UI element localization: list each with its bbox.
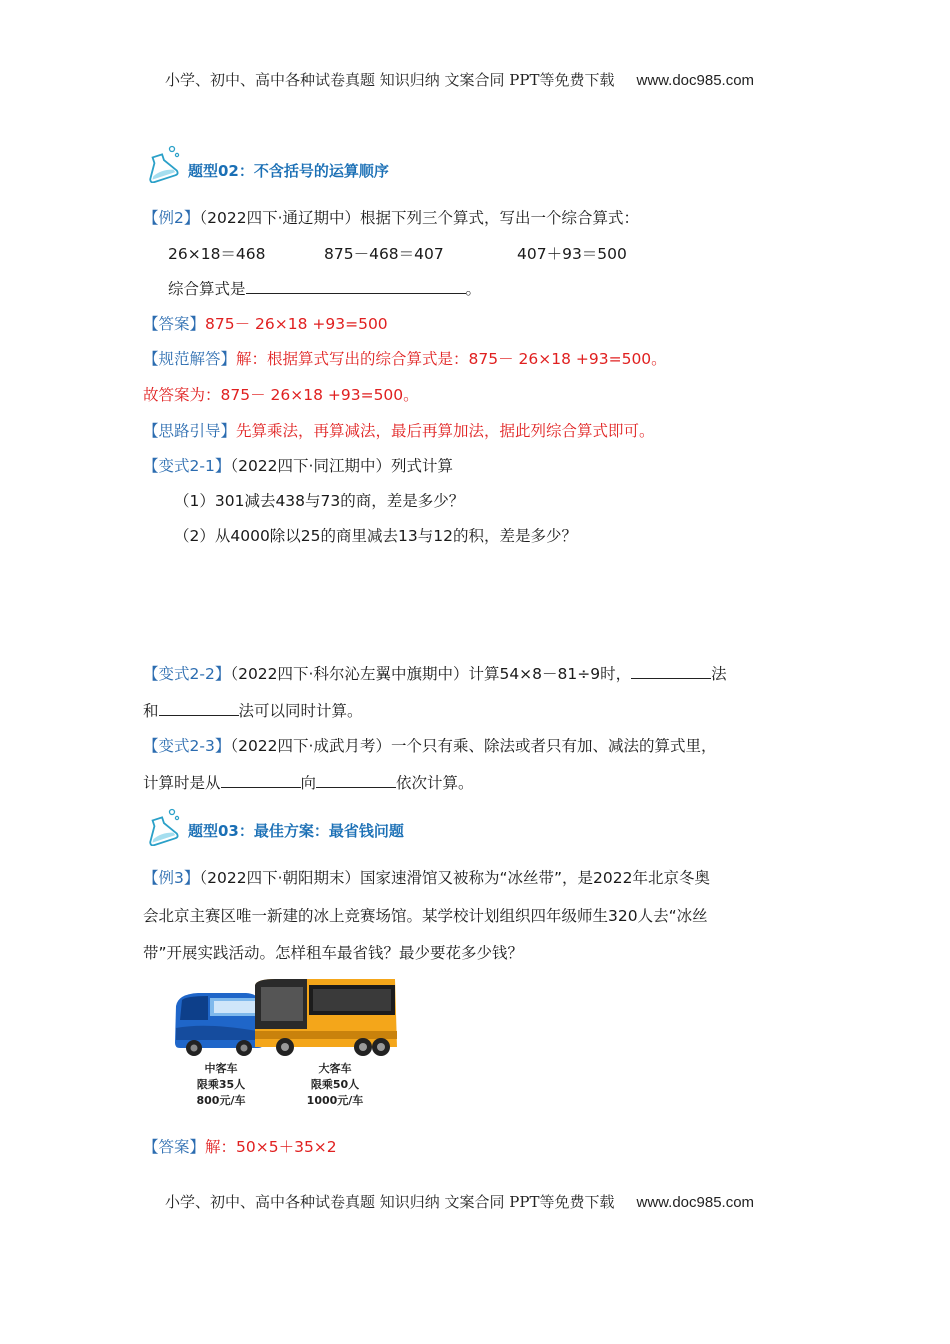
example-tag: 【例2】 (143, 209, 200, 227)
example-3-line2: 会北京主赛区唯一新建的冰上竞赛场馆。某学校计划组织四年级师生320人去“冰丝 (143, 907, 708, 925)
formula-2: 875－468＝407 (324, 245, 444, 263)
example-3-line1 (143, 866, 710, 888)
flask-icon (142, 806, 182, 850)
blank-1[interactable] (631, 664, 711, 679)
conclusion-line: 故答案为：875－ 26×18 +93=500。 (143, 386, 419, 404)
line2-suffix: 依次计算。 (396, 774, 474, 792)
large-bus-caption (290, 1061, 380, 1109)
variant-tag: 【变式2-2】 (143, 665, 231, 683)
blank-1-suffix: 法 (711, 665, 727, 683)
bus-price: 800元/车 (196, 1094, 246, 1107)
line2-mid: 向 (300, 774, 317, 792)
example-text: （2022四下·通辽期中）根据下列三个算式，写出一个综合算式： (199, 209, 640, 227)
section-title-03: 题型03：最佳方案：最省钱问题 (188, 822, 404, 840)
question-2: （2）从4000除以25的商里减去13与12的积，差是多少？ (174, 527, 577, 545)
bus-name: 中客车 (204, 1062, 238, 1075)
page-header (165, 69, 754, 90)
header-text: 小学、初中、高中各种试卷真题 知识归纳 文案合同 PPT等免费下载 (165, 71, 615, 89)
line2-prefix: 计算时是从 (143, 774, 221, 792)
solution-tag: 【规范解答】 (143, 350, 237, 368)
blank-to[interactable] (316, 773, 396, 788)
section-title-02: 题型02：不含括号的运算顺序 (188, 162, 389, 180)
variant-2-3 (143, 734, 716, 756)
hint-tag: 【思路引导】 (143, 422, 237, 440)
example-2 (143, 206, 639, 228)
solution-text: 解：根据算式写出的综合算式是：875－ 26×18 +93=500。 (236, 350, 667, 368)
example-3-answer (143, 1135, 337, 1157)
variant-tag: 【变式2-3】 (143, 737, 231, 755)
blank-from[interactable] (221, 773, 301, 788)
large-bus-image (245, 975, 403, 1064)
bus-price: 1000元/车 (306, 1094, 364, 1107)
answer-tag: 【答案】 (143, 315, 206, 333)
variant-tag: 【变式2-1】 (143, 457, 231, 475)
answer-blank[interactable] (246, 279, 466, 294)
variant-2-2 (143, 662, 727, 684)
fill-prefix: 综合算式是 (168, 280, 246, 298)
line2-suffix: 法可以同时计算。 (238, 702, 363, 720)
bus-name: 大客车 (318, 1062, 352, 1075)
variant-text: （2022四下·同江期中）列式计算 (230, 457, 453, 475)
flask-icon (142, 143, 182, 187)
blank-2[interactable] (159, 701, 239, 716)
example-text: （2022四下·朝阳期末）国家速滑馆又被称为“冰丝带”，是2022年北京冬奥 (199, 869, 711, 887)
formula-3: 407＋93＝500 (517, 245, 627, 263)
fill-in-line (168, 277, 481, 299)
example-3-line3: 带”开展实践活动。怎样租车最省钱？最少要花多少钱？ (143, 944, 524, 962)
answer-text: 875－ 26×18 +93=500 (205, 315, 388, 333)
line2-prefix: 和 (143, 702, 159, 720)
question-1: （1）301减去438与73的商，差是多少？ (174, 492, 465, 510)
fill-suffix: 。 (465, 280, 482, 298)
answer-line (143, 312, 388, 334)
variant-2-1 (143, 454, 453, 476)
variant-text: （2022四下·成武月考）一个只有乘、除法或者只有加、减法的算式里， (230, 737, 717, 755)
answer-tag: 【答案】 (143, 1138, 206, 1156)
footer-url[interactable]: www.doc985.com (636, 1194, 755, 1211)
variant-2-3-line2 (143, 771, 474, 793)
medium-bus-caption (176, 1061, 266, 1109)
variant-2-2-line2 (143, 699, 363, 721)
answer-text: 解：50×5＋35×2 (205, 1138, 337, 1156)
bus-limit: 限乘50人 (310, 1078, 360, 1091)
solution-line (143, 347, 667, 369)
hint-text: 先算乘法，再算减法，最后再算加法，据此列综合算式即可。 (236, 422, 655, 440)
bus-limit: 限乘35人 (196, 1078, 246, 1091)
page-footer (165, 1191, 754, 1212)
formula-1: 26×18＝468 (168, 245, 266, 263)
footer-text: 小学、初中、高中各种试卷真题 知识归纳 文案合同 PPT等免费下载 (165, 1193, 615, 1211)
hint-line (143, 419, 655, 441)
variant-text: （2022四下·科尔沁左翼中旗期中）计算54×8－81÷9时， (230, 665, 632, 683)
header-url[interactable]: www.doc985.com (636, 72, 755, 89)
example-tag: 【例3】 (143, 869, 200, 887)
